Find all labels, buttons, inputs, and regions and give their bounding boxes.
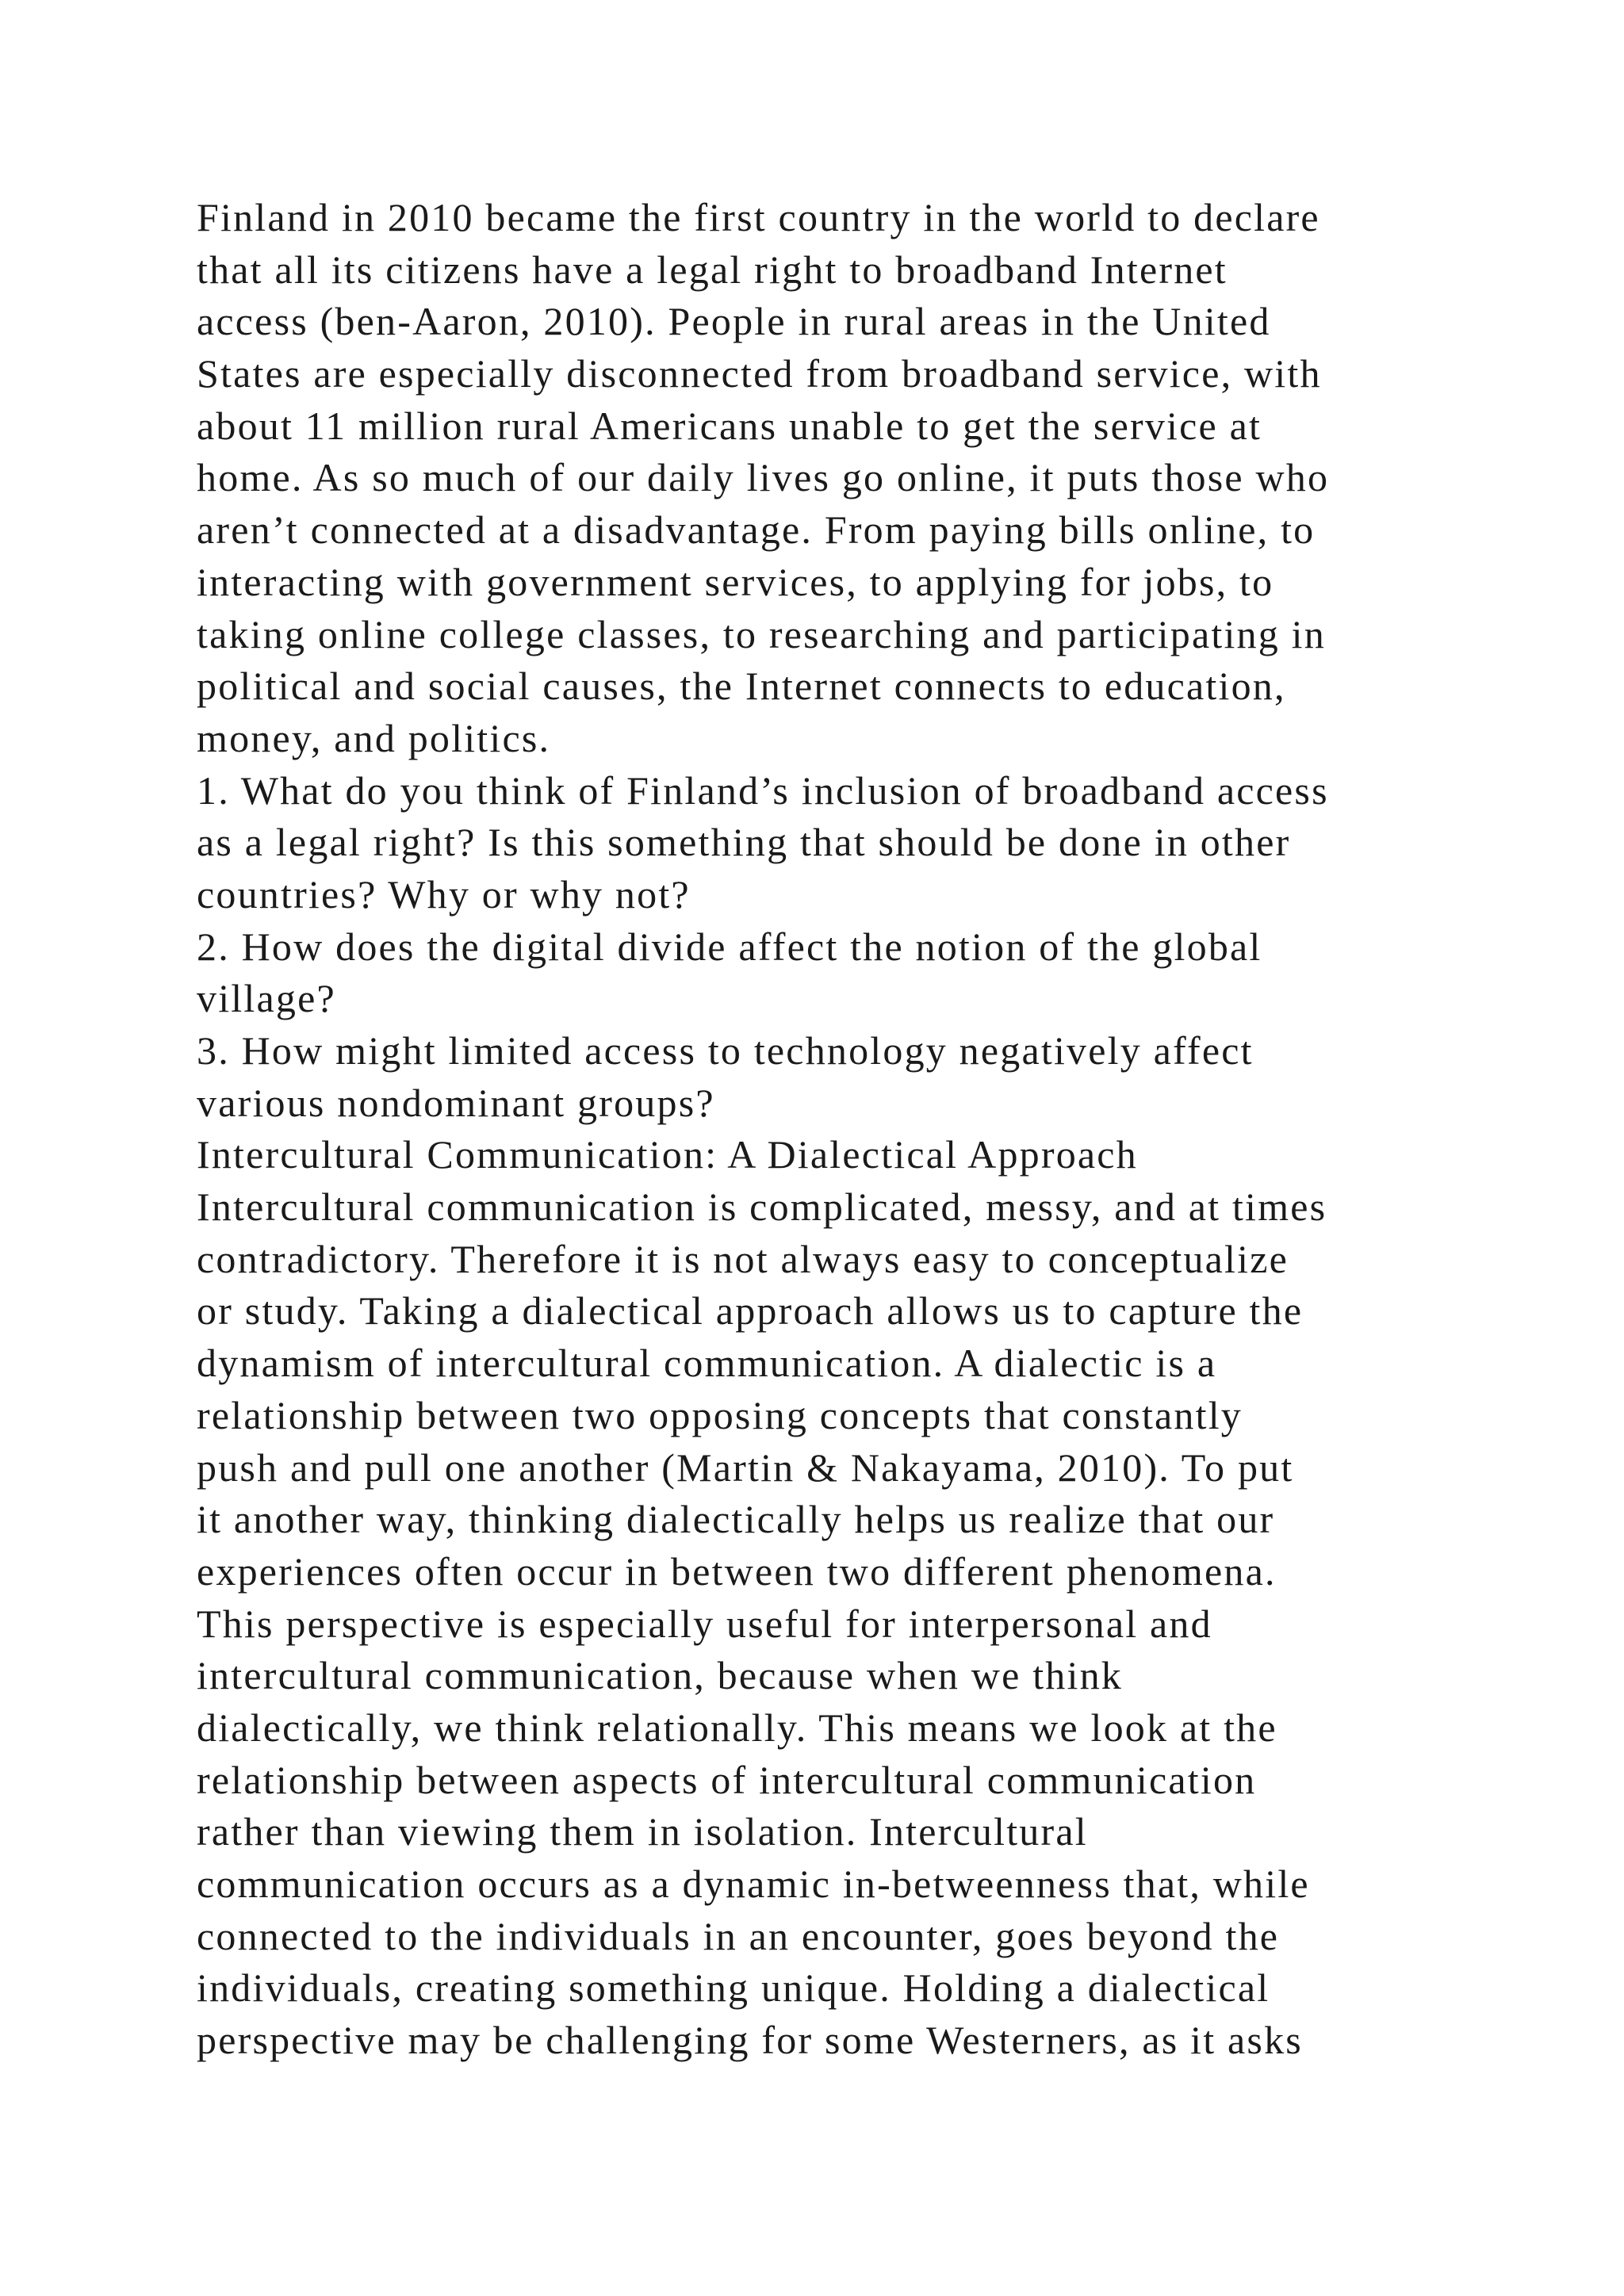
text-line: connected to the individuals in an encounter, goes beyond the [197, 1913, 1280, 1958]
text-line: Finland in 2010 became the first country in the world to declare [197, 195, 1320, 239]
question-line: 3. How might limited access to technology negatively affect [197, 1028, 1254, 1073]
section-heading: Intercultural Communication: A Dialectical Approach [197, 1132, 1138, 1177]
text-line: individuals, creating something unique. Holding a dialectical [197, 1965, 1270, 2011]
text-line: States are especially disconnected from broadband service, with [197, 351, 1322, 396]
text-line: money, and politics. [197, 715, 551, 760]
question-line: as a legal right? Is this something that should be done in other [197, 820, 1291, 865]
text-line: or study. Taking a dialectical approach allows us to capture the [197, 1288, 1304, 1334]
question-line: village? [197, 976, 336, 1021]
document-body-text [197, 192, 1465, 2067]
text-line: dynamism of intercultural communication. A dialectic is a [197, 1341, 1217, 1386]
text-line: perspective may be challenging for some Westerners, as it asks [197, 2018, 1303, 2063]
text-line: intercultural communication, because when we think [197, 1653, 1123, 1698]
text-line: Intercultural communication is complicated, messy, and at times [197, 1184, 1327, 1230]
text-line: access (ben-Aaron, 2010). People in rural areas in the United [197, 299, 1271, 344]
text-line: This perspective is especially useful for interpersonal and [197, 1601, 1212, 1646]
question-line: 2. How does the digital divide affect the notion of the global [197, 924, 1262, 969]
text-line: that all its citizens have a legal right to broadband Internet [197, 247, 1228, 292]
question-line: various nondominant groups? [197, 1080, 715, 1125]
question-line: 1. What do you think of Finland’s inclusion of broadband access [197, 767, 1329, 813]
text-line: taking online college classes, to researching and participating in [197, 611, 1326, 656]
text-line: communication occurs as a dynamic in-betweenness that, while [197, 1862, 1310, 1906]
text-line: home. As so much of our daily lives go online, it puts those who [197, 455, 1330, 500]
text-line: push and pull one another (Martin & Nakayama, 2010). To put [197, 1445, 1294, 1490]
text-line: relationship between aspects of intercultural communication [197, 1757, 1257, 1802]
text-line: experiences often occur in between two different phenomena. [197, 1548, 1277, 1594]
text-line: political and social causes, the Internet connects to education, [197, 664, 1286, 709]
text-line: about 11 million rural Americans unable to get the service at [197, 403, 1262, 448]
text-line: aren’t connected at a disadvantage. From paying bills online, to [197, 507, 1316, 553]
text-line: it another way, thinking dialectically helps us realize that our [197, 1497, 1275, 1542]
text-line: rather than viewing them in isolation. Intercultural [197, 1809, 1088, 1854]
text-line: contradictory. Therefore it is not always easy to conceptualize [197, 1236, 1289, 1281]
question-line: countries? Why or why not? [197, 871, 691, 916]
text-line: relationship between two opposing concepts that constantly [197, 1392, 1243, 1437]
text-line: dialectically, we think relationally. This means we look at the [197, 1705, 1277, 1750]
text-line: interacting with government services, to applying for jobs, to [197, 559, 1274, 604]
